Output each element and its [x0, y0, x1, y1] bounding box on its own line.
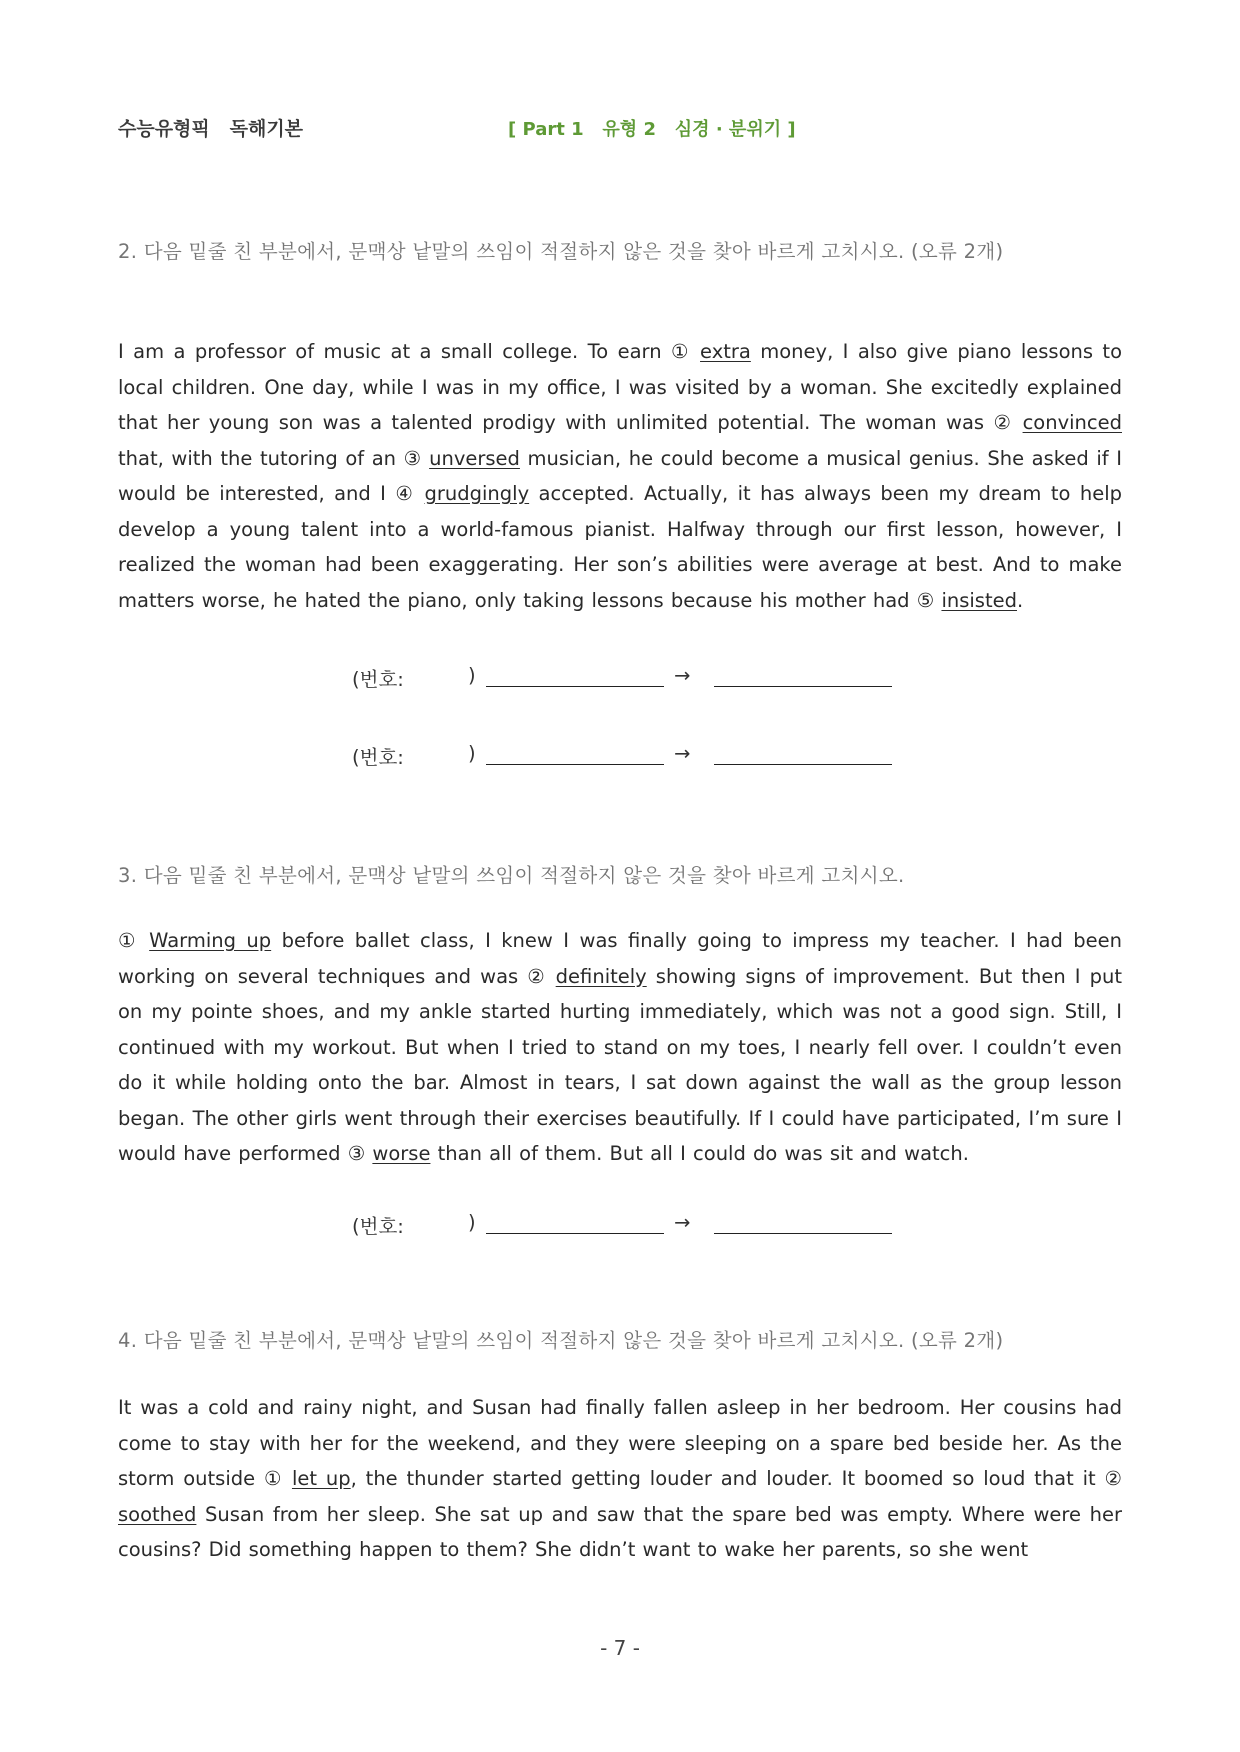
section-label: [ Part 1 유형 2 심경 · 분위기 ]: [508, 119, 796, 140]
question-3-prompt: 3. 다음 밑줄 친 부분에서, 문맥상 낱말의 쓰임이 적절하지 않은 것을 찾아 바르게 고치시오.: [118, 864, 905, 887]
answer-blank-correction[interactable]: [714, 764, 892, 765]
question-2-prompt: 2. 다음 밑줄 친 부분에서, 문맥상 낱말의 쓰임이 적절하지 않은 것을 찾아 바르게 고치시오. (오류 2개): [118, 240, 1004, 263]
answer-number-label: (번호:: [352, 668, 404, 691]
book-title: 수능유형픽 독해기본: [118, 118, 304, 140]
page-header: [118, 114, 1122, 144]
answer-blank-original[interactable]: [486, 1233, 664, 1234]
underlined-word: let up: [291, 1467, 351, 1490]
underlined-word: insisted: [941, 588, 1017, 612]
answer-blank-correction[interactable]: [714, 686, 892, 687]
answer-blank-original[interactable]: [486, 764, 664, 765]
answer-close-paren: ): [468, 664, 476, 687]
answer-close-paren: ): [468, 742, 476, 765]
question-4-passage: It was a cold and rainy night, and Susan had finally fallen asleep in her bedroom. Her cousins had come to stay with her for the weekend, and they were sleeping on a spare bed beside her. As the storm outside ① let up, the thunder started getting louder and louder. It boomed so loud that it ② soothed Susan from her sleep. She sat up and saw that the spare bed was empty. Where were her cousins? Did something happen to them? She didn’t want to wake her parents, so she went: [118, 1396, 1123, 1561]
underlined-word: extra: [700, 340, 751, 363]
answer-row-q2-1[interactable]: [352, 664, 912, 694]
answer-close-paren: ): [468, 1211, 476, 1234]
answer-row-q2-2[interactable]: [352, 742, 912, 772]
question-3-passage: ① Warming up before ballet class, I knew I was finally going to impress my teacher. I had been working on several techniques and was ② definitely showing signs of improvement. But then I put on my pointe shoes, and my ankle started hurting immediately, which was not a good sign. Still, I continued with my workout. But when I tried to stand on my toes, I nearly fell over. I couldn’t even do it while holding onto the bar. Almost in tears, I sat down against the wall as the group lesson began. The other girls went through their exercises beautifully. If I could have participated, I’m sure I would have performed ③ worse than all of them. But all I could do was sit and watch.: [118, 929, 1122, 1165]
answer-number-label: (번호:: [352, 746, 404, 769]
question-4-prompt: 4. 다음 밑줄 친 부분에서, 문맥상 낱말의 쓰임이 적절하지 않은 것을 찾아 바르게 고치시오. (오류 2개): [118, 1329, 1004, 1352]
underlined-word: convinced: [1022, 411, 1122, 434]
underlined-word: soothed: [118, 1502, 197, 1526]
answer-number-label: (번호:: [352, 1215, 404, 1238]
answer-row-q3-1[interactable]: [352, 1211, 912, 1241]
underlined-word: Warming up: [149, 929, 272, 952]
underlined-word: definitely: [555, 964, 647, 988]
question-2-passage: I am a professor of music at a small college. To earn ① extra money, I also give piano lessons to local children. One day, while I was in my office, I was visited by a woman. She excitedly explained that her young son was a talented prodigy with unlimited potential. The woman was ② convinced that, with the tutoring of an ③ unversed musician, he could become a musical genius. She asked if I would be interested, and I ④ grudgingly accepted. Actually, it has always been my dream to help develop a young talent into a world-famous pianist. Halfway through our first lesson, however, I realized the woman had been exaggerating. Her son’s abilities were average at best. And to make matters worse, he hated the piano, only taking lessons because his mother had ⑤ insisted.: [118, 340, 1123, 612]
answer-blank-correction[interactable]: [714, 1233, 892, 1234]
answer-blank-original[interactable]: [486, 686, 664, 687]
page-number: - 7 -: [600, 1636, 640, 1660]
underlined-word: worse: [372, 1142, 431, 1165]
arrow-icon: →: [674, 1211, 691, 1234]
underlined-word: unversed: [429, 446, 520, 470]
arrow-icon: →: [674, 742, 691, 765]
arrow-icon: →: [674, 664, 691, 687]
underlined-word: grudgingly: [424, 482, 530, 505]
